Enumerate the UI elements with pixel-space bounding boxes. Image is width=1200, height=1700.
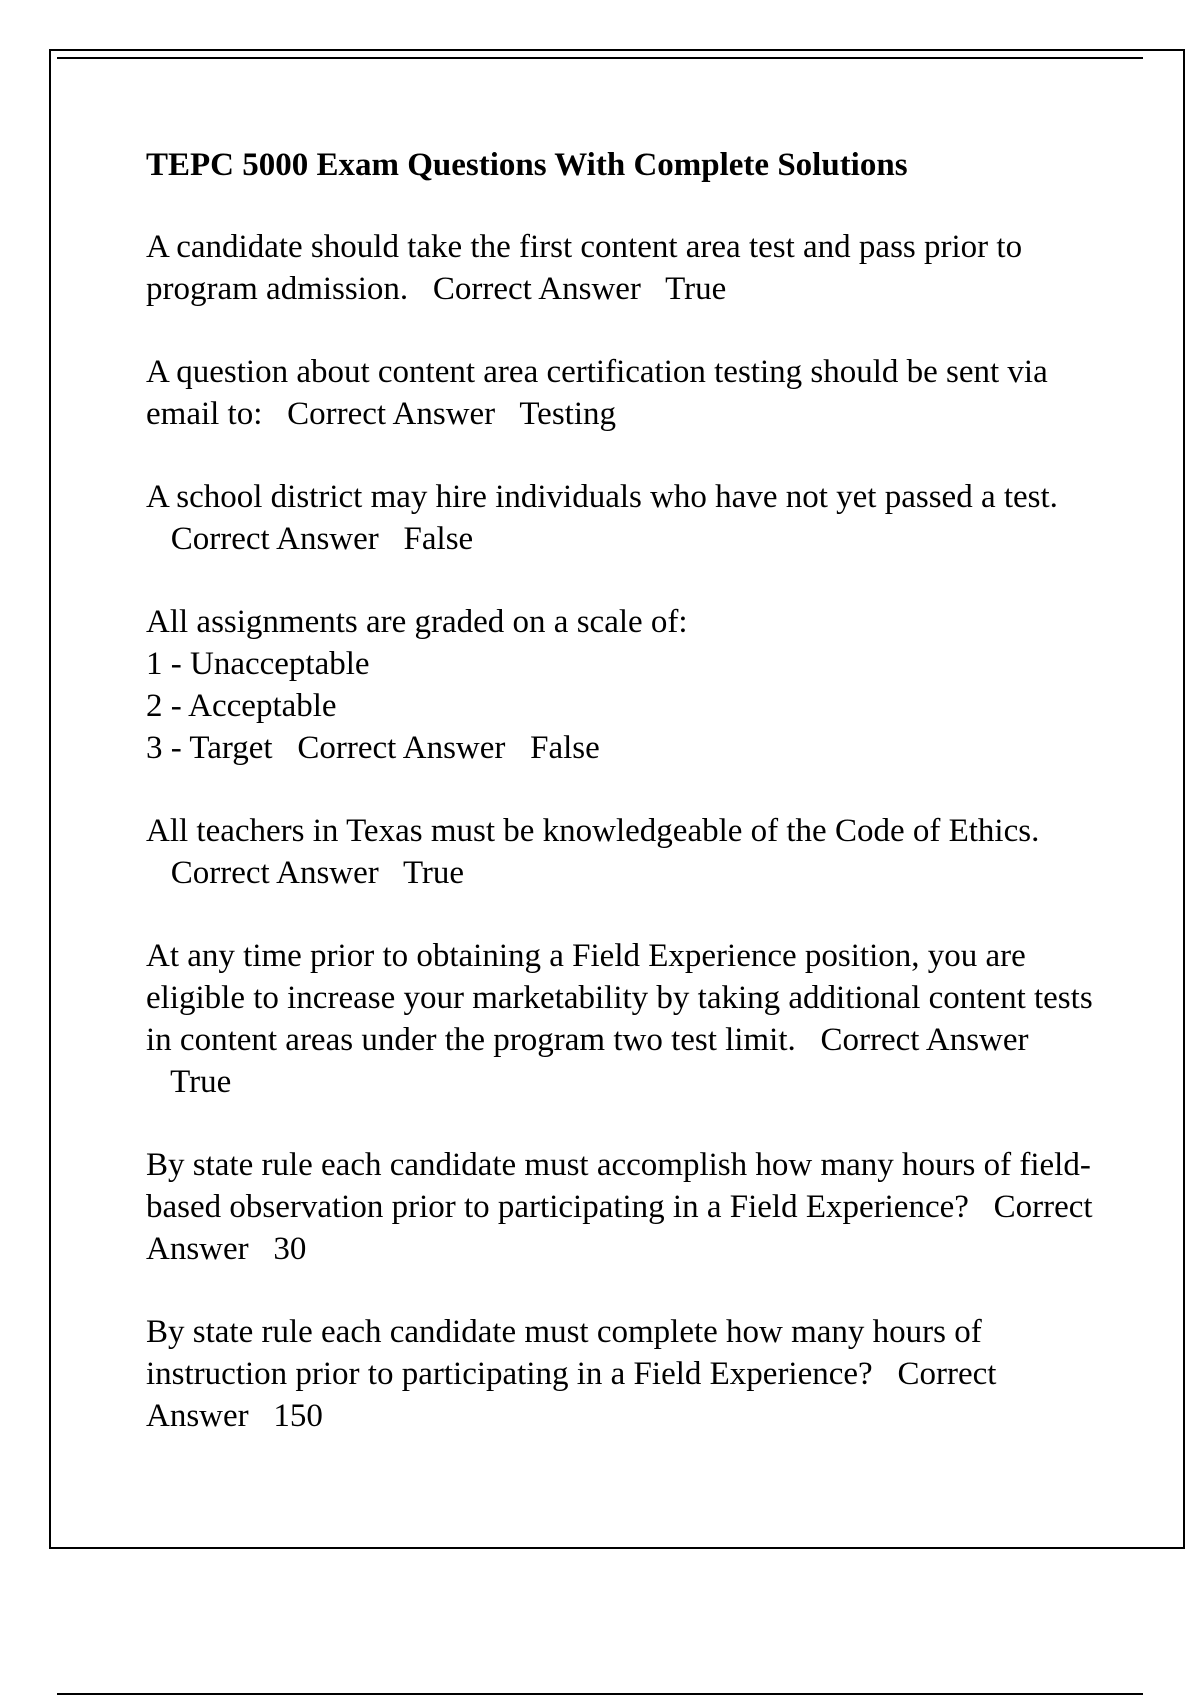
- answer-label: Correct Answer: [146, 1189, 1093, 1267]
- answer-label: Correct Answer: [170, 521, 379, 557]
- qa-item: [146, 351, 1096, 435]
- page-title: TEPC 5000 Exam Questions With Complete Solutions: [146, 147, 908, 183]
- question-line: 2 - Acceptable: [146, 688, 337, 724]
- qa-item: [146, 1311, 1096, 1437]
- qa-item: [146, 810, 1096, 894]
- answer-value: True: [402, 855, 465, 891]
- question-line: All assignments are graded on a scale of:: [146, 604, 688, 640]
- question-text: By state rule each candidate must accomplish how many hours of field-based observation prior to participating in a Field Experience?: [146, 1147, 1091, 1225]
- question-line: 1 - Unacceptable: [146, 646, 370, 682]
- answer-label: Correct Answer: [170, 855, 379, 891]
- answer-value: Testing: [519, 396, 617, 432]
- document-body: [146, 144, 1096, 1478]
- answer-label: Correct Answer: [146, 1356, 997, 1434]
- question-text: By state rule each candidate must complete how many hours of instruction prior to participating in a Field Experience?: [146, 1314, 982, 1392]
- answer-label: Correct Answer: [287, 396, 496, 432]
- answer-value: False: [403, 521, 474, 557]
- qa-item: [146, 935, 1096, 1103]
- bottom-rule: [57, 1693, 1143, 1695]
- answer-label: Correct Answer: [432, 271, 641, 307]
- question-line: 3 - Target: [146, 730, 273, 766]
- answer-value: True: [170, 1064, 232, 1100]
- answer-value: True: [665, 271, 727, 307]
- question-text: A candidate should take the first content area test and pass prior to program admission.: [146, 229, 1023, 307]
- answer-label: Correct Answer: [297, 730, 506, 766]
- answer-value: False: [530, 730, 600, 766]
- question-last-line: [146, 727, 1096, 769]
- qa-item: [146, 1144, 1096, 1270]
- qa-item: [146, 601, 1096, 769]
- answer-value: 30: [273, 1231, 307, 1267]
- answer-value: 150: [273, 1398, 323, 1434]
- question-text: A school district may hire individuals who have not yet passed a test.: [146, 479, 1058, 515]
- answer-label: Correct Answer: [820, 1022, 1029, 1058]
- question-text: All teachers in Texas must be knowledgeable of the Code of Ethics.: [146, 813, 1040, 849]
- qa-item: [146, 476, 1096, 560]
- question-text: A question about content area certification testing should be sent via email to:: [146, 354, 1048, 432]
- question-text: At any time prior to obtaining a Field Experience position, you are eligible to increase your marketability by taking additional content tests in content areas under the program two test limit.: [146, 938, 1093, 1058]
- qa-item: [146, 226, 1096, 310]
